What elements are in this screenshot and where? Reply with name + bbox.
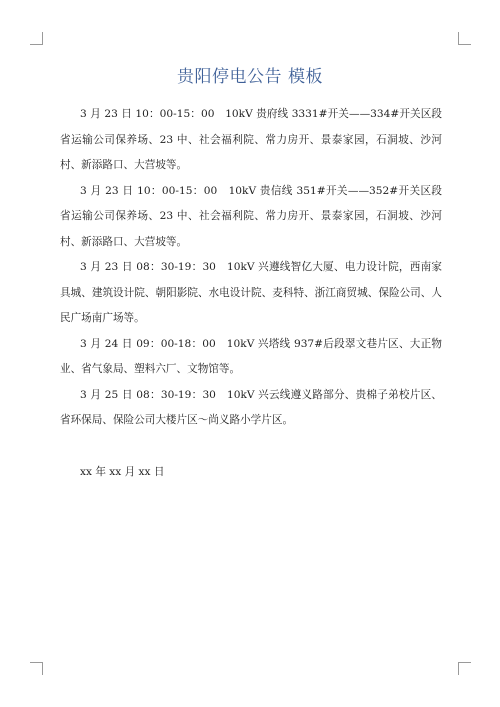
- outage-notice-paragraph: 3 月 24 日 09：00-18：00 10kV 兴塔线 937#后段翠文巷片区、大正物业、省气象局、塑料六厂、文物馆等。: [60, 337, 442, 375]
- outage-notice-paragraph: 3 月 23 日 10：00-15：00 10kV 贵府线 3331#开关——334#开关区段省运输公司保养场、23 中、社会福利院、常力房开、景泰家园，石洞坡、沙河村、新添路口、大营坡等。: [60, 108, 442, 171]
- crop-mark-bottom-right: [458, 662, 471, 675]
- document-date: xx 年 xx 月 xx 日: [80, 466, 165, 478]
- crop-mark-bottom-left: [30, 662, 43, 675]
- outage-notice-paragraph: 3 月 25 日 08：30-19：30 10kV 兴云线遵义路部分、贵棉子弟校片区、省环保局、保险公司大楼片区～尚义路小学片区。: [60, 388, 442, 426]
- document-body: [60, 102, 442, 434]
- crop-mark-top-left: [30, 32, 43, 45]
- crop-mark-top-right: [458, 32, 471, 45]
- document-title: 贵阳停电公告 模板: [177, 67, 323, 87]
- outage-notice-paragraph: 3 月 23 日 10：00-15：00 10kV 贵信线 351#开关——352#开关区段省运输公司保养场、23 中、社会福利院、常力房开、景泰家园，石洞坡、沙河村、新添路口、大营坡等。: [60, 184, 442, 248]
- outage-notice-paragraph: 3 月 23 日 08：30-19：30 10kV 兴遵线智亿大厦、电力设计院，西南家具城、建筑设计院、朝阳影院、水电设计院、麦科特、浙江商贸城、保险公司、人民广场南广场等。: [60, 261, 442, 324]
